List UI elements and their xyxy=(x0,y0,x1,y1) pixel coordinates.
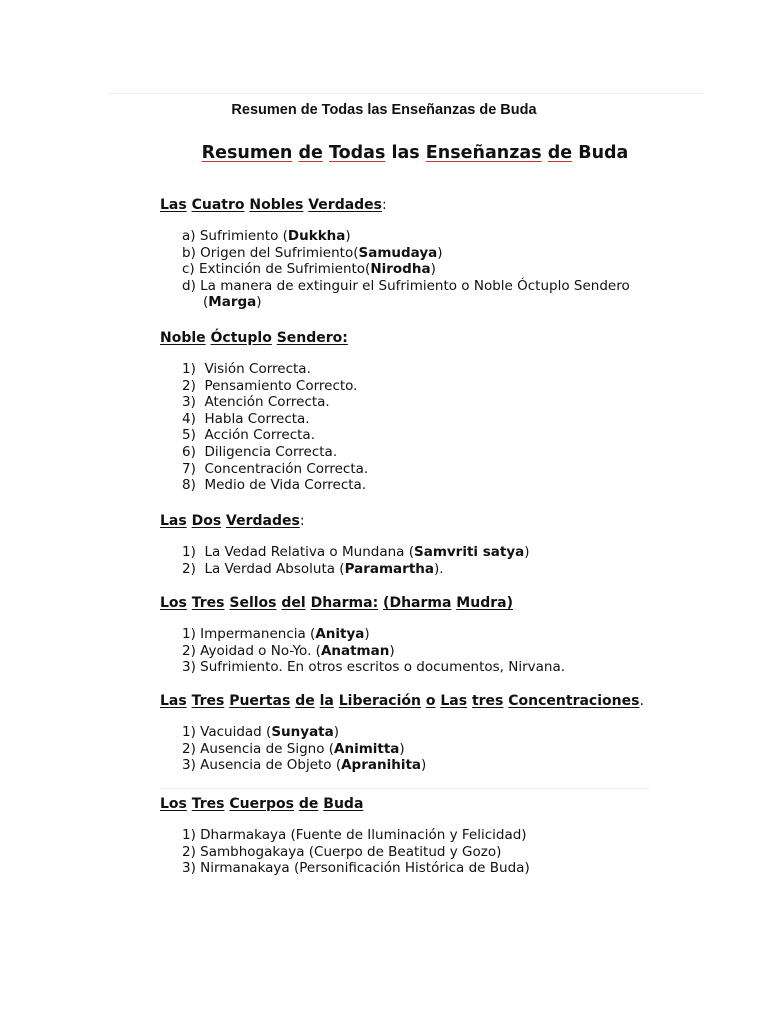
title-word: de xyxy=(298,143,323,163)
heading-word: Las xyxy=(440,693,468,709)
heading-tail: . xyxy=(639,693,644,709)
heading-word: Tres xyxy=(191,693,225,709)
list-item xyxy=(182,394,720,411)
item-term: Samvriti satya xyxy=(413,544,525,560)
list-item xyxy=(182,361,720,378)
list-marker: b) xyxy=(182,244,196,261)
section-tres-puertas-liberacion xyxy=(160,692,720,774)
heading-word: Las xyxy=(160,513,187,529)
section-divider xyxy=(160,788,650,789)
list-marker: d) xyxy=(182,277,196,294)
list-marker: 4) xyxy=(182,410,196,427)
item-text: Sambhogakaya (Cuerpo de Beatitud y Gozo) xyxy=(200,843,502,860)
item-after: ) xyxy=(524,544,530,560)
list-item-continuation xyxy=(182,294,720,311)
item-term: Sunyata xyxy=(271,724,334,740)
section-cuatro-nobles-verdades xyxy=(160,196,720,311)
list-item xyxy=(182,461,720,478)
list xyxy=(160,626,720,676)
item-text: Ausencia de Objeto ( xyxy=(200,757,342,774)
section-tres-sellos-dharma xyxy=(160,594,720,676)
list-item xyxy=(182,378,720,395)
heading-word: Concentraciones xyxy=(508,693,640,709)
title-word: Resumen xyxy=(201,143,293,163)
section-heading xyxy=(160,329,720,347)
heading-word: Sendero: xyxy=(276,330,348,346)
list-marker: a) xyxy=(182,228,196,244)
list-marker: 1) xyxy=(182,626,196,642)
heading-word: (Dharma xyxy=(383,595,452,611)
item-after: ) xyxy=(364,626,370,642)
title-word: Buda xyxy=(578,143,629,163)
list-marker: c) xyxy=(182,261,195,278)
document-header: Resumen de Todas las Enseñanzas de Buda xyxy=(231,102,537,118)
heading-word: Los xyxy=(160,796,187,812)
list-marker: 7) xyxy=(182,460,196,477)
list-item xyxy=(182,444,720,461)
item-text: Pensamiento Correcto. xyxy=(204,377,358,394)
item-text: Diligencia Correcta. xyxy=(204,443,338,460)
heading-word: Las xyxy=(160,693,187,709)
list-marker: 3) xyxy=(182,659,196,676)
list xyxy=(160,361,720,494)
item-term: Anitya xyxy=(315,626,365,642)
heading-word: la xyxy=(319,693,334,709)
heading-word: Tres xyxy=(191,796,225,812)
item-term: Nirodha xyxy=(370,261,431,278)
item-text: Sufrimiento ( xyxy=(199,228,288,244)
item-text: Visión Correcta. xyxy=(204,361,311,377)
item-after: ) xyxy=(421,757,427,774)
list-item xyxy=(182,860,720,877)
heading-tail: : xyxy=(299,513,305,529)
list xyxy=(160,827,720,877)
list-item xyxy=(182,643,720,660)
item-text: Vacuidad ( xyxy=(200,724,272,740)
section-dos-verdades xyxy=(160,512,720,577)
item-term: Apranihita xyxy=(341,757,422,774)
item-text: Atención Correcta. xyxy=(204,394,330,411)
item-after: ) xyxy=(430,261,436,278)
item-text: La manera de extinguir el Sufrimiento o Noble Óctuplo Sendero xyxy=(200,277,630,294)
heading-word: tres xyxy=(471,693,504,709)
list-marker: 3) xyxy=(182,394,196,411)
list xyxy=(160,228,720,311)
heading-word: Tres xyxy=(191,595,225,611)
list-marker: 1) xyxy=(182,361,196,377)
list-marker: 6) xyxy=(182,443,196,460)
top-divider xyxy=(108,93,704,94)
heading-word: Dharma: xyxy=(310,595,379,611)
section-heading xyxy=(160,692,720,710)
section-heading xyxy=(160,594,720,612)
list xyxy=(160,544,720,577)
heading-word: Las xyxy=(160,197,187,213)
heading-word: Mudra) xyxy=(456,595,513,611)
heading-word: Dos xyxy=(191,513,222,529)
item-term: Marga xyxy=(208,294,257,311)
list-marker: 1) xyxy=(182,544,196,560)
list-item xyxy=(182,659,720,676)
list-marker: 2) xyxy=(182,377,196,394)
heading-word: o xyxy=(425,693,436,709)
item-after: ). xyxy=(434,560,444,577)
list-item xyxy=(182,245,720,262)
list-marker: 2) xyxy=(182,560,196,577)
item-text: Habla Correcta. xyxy=(204,410,310,427)
item-term: Animitta xyxy=(334,740,400,757)
document-title xyxy=(0,143,768,163)
item-text: Origen del Sufrimiento( xyxy=(200,244,359,261)
item-term: Paramartha xyxy=(344,560,434,577)
heading-word: Sellos xyxy=(229,595,277,611)
list-item xyxy=(182,757,720,774)
item-after: ) xyxy=(399,740,405,757)
list-marker: 5) xyxy=(182,427,196,444)
list-marker: 3) xyxy=(182,757,196,774)
list xyxy=(160,724,720,774)
item-after: ) xyxy=(437,244,443,261)
item-text: Ayoidad o No-Yo. ( xyxy=(200,642,321,659)
item-text: Ausencia de Signo ( xyxy=(200,740,335,757)
list-item xyxy=(182,561,720,578)
list-item xyxy=(182,261,720,278)
list-item xyxy=(182,724,720,741)
item-term: Samudaya xyxy=(358,244,438,261)
heading-word: Noble xyxy=(160,330,206,346)
title-word: las xyxy=(391,143,420,163)
list-item xyxy=(182,477,720,494)
list-marker: 2) xyxy=(182,843,196,860)
section-heading xyxy=(160,512,720,530)
heading-tail: : xyxy=(382,197,387,213)
heading-word: Óctuplo xyxy=(210,330,272,346)
item-text: Dharmakaya (Fuente de Iluminación y Felicidad) xyxy=(200,827,527,843)
heading-word: Puertas xyxy=(229,693,291,709)
list-marker: 2) xyxy=(182,740,196,757)
list-item xyxy=(182,827,720,844)
list-marker: 3) xyxy=(182,860,196,877)
heading-word: Buda xyxy=(323,796,364,812)
list-item xyxy=(182,228,720,245)
item-text: Medio de Vida Correcta. xyxy=(204,477,367,494)
heading-word: Los xyxy=(160,595,187,611)
item-text: La Vedad Relativa o Mundana ( xyxy=(204,544,414,560)
item-text: ( xyxy=(203,294,209,311)
list-marker: 8) xyxy=(182,477,196,494)
heading-word: de xyxy=(295,693,315,709)
item-after: ) xyxy=(333,724,340,740)
list-item xyxy=(182,626,720,643)
item-text: Concentración Correcta. xyxy=(204,460,369,477)
list-item xyxy=(182,741,720,758)
item-term: Anatman xyxy=(320,642,390,659)
list-marker: 1) xyxy=(182,827,196,843)
list-item xyxy=(182,278,720,295)
item-text: La Verdad Absoluta ( xyxy=(204,560,345,577)
heading-word: Verdades xyxy=(226,513,300,529)
heading-word: Cuerpos xyxy=(229,796,294,812)
section-tres-cuerpos-buda xyxy=(160,795,720,877)
list-item xyxy=(182,427,720,444)
heading-word: del xyxy=(281,595,306,611)
item-text: Impermanencia ( xyxy=(200,626,316,642)
heading-word: Nobles xyxy=(249,197,304,213)
section-heading xyxy=(160,196,720,214)
item-text: Sufrimiento. En otros escritos o documentos, Nirvana. xyxy=(200,659,566,676)
item-after: ) xyxy=(256,294,262,311)
item-after: ) xyxy=(345,228,351,244)
heading-word: Liberación xyxy=(338,693,421,709)
list-item xyxy=(182,411,720,428)
list-marker: 2) xyxy=(182,642,196,659)
title-word: Todas xyxy=(328,143,386,163)
list-marker: 1) xyxy=(182,724,196,740)
heading-word: Verdades xyxy=(308,197,383,213)
item-text: Extinción de Sufrimiento( xyxy=(199,261,371,278)
section-noble-octuplo-sendero xyxy=(160,329,720,494)
item-after: ) xyxy=(389,642,395,659)
title-word: de xyxy=(547,143,573,163)
title-word: Enseñanzas xyxy=(425,143,542,163)
item-text: Acción Correcta. xyxy=(204,427,315,444)
heading-word: de xyxy=(298,796,319,812)
item-text: Nirmanakaya (Personificación Histórica de Buda) xyxy=(200,860,530,877)
heading-word: Cuatro xyxy=(191,197,245,213)
section-heading xyxy=(160,795,720,813)
list-item xyxy=(182,844,720,861)
list-item xyxy=(182,544,720,561)
item-term: Dukkha xyxy=(287,228,346,244)
